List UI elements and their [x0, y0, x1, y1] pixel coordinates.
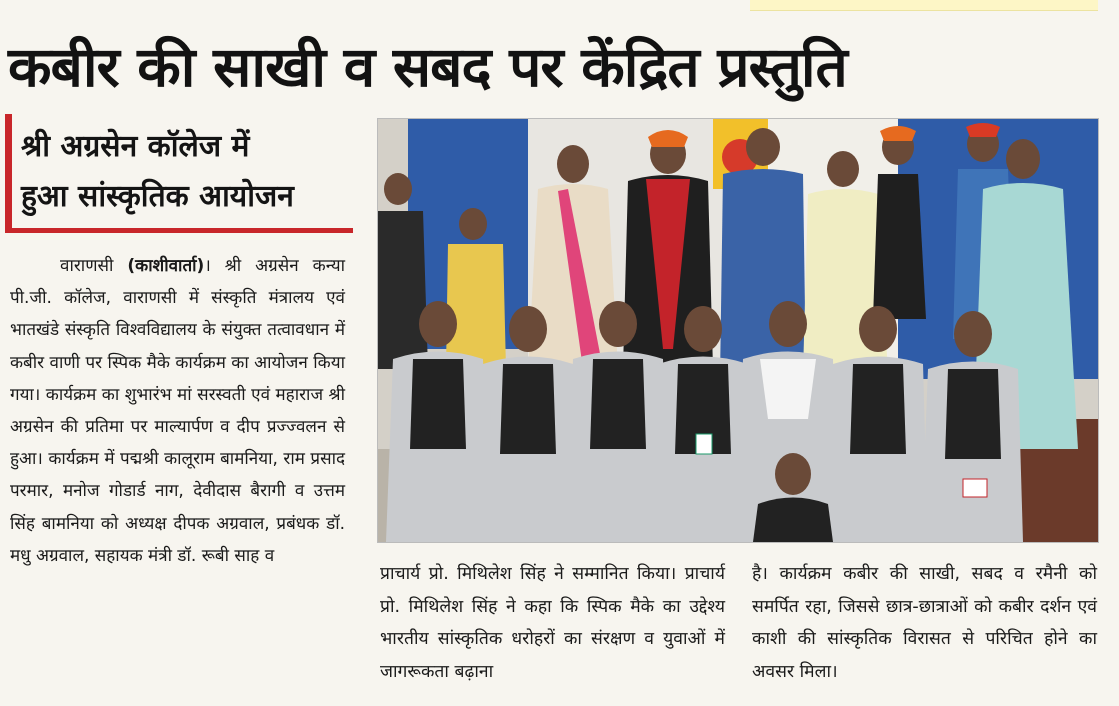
- column-1-body: । श्री अग्रसेन कन्या पी.जी. कॉलेज, वाराणसी में संस्कृति मंत्रालय एवं भातखंडे संस्कृति विश्वविद्यालय के संयुक्त तत्वावधान में कबीर वाणी पर स्पिक मैके कार्यक्रम का आयोजन किया गया। कार्यक्रम का शुभारंभ मां सरस्वती एवं महाराज श्री अग्रसेन की प्रतिमा पर माल्यार्पण व दीप प्रज्ज्वलन से हुआ। कार्यक्रम में पद्मश्री कालूराम बामनिया, राम प्रसाद परमार, मनोज गोडार्ड नाग, देवीदास बैरागी व उत्तम सिंह बामनिया को अध्यक्ष दीपक अग्रवाल, प्रबंधक डॉ. मधु अग्रवाल, सहायक मंत्री डॉ. रूबी साह व: [10, 256, 346, 566]
- column-3-paragraph: है। कार्यक्रम कबीर की साखी, सबद व रमैनी को समर्पित रहा, जिससे छात्र-छात्राओं को कबीर दर्शन एवं काशी की सांस्कृतिक विरासत से परिचित होने का अवसर मिला।: [752, 564, 1097, 682]
- dateline-place: वाराणसी: [60, 256, 114, 276]
- column-2-paragraph: प्राचार्य प्रो. मिथिलेश सिंह ने सम्मानित किया। प्राचार्य प्रो. मिथिलेश सिंह ने कहा कि स्पिक मैके का उद्देश्य भारतीय सांस्कृतिक धरोहरों का संरक्षण व युवाओं में जागरूकता बढ़ाना: [380, 564, 725, 682]
- article-column-2: [380, 558, 725, 688]
- group-photo-illustration: [378, 119, 1098, 542]
- subheadline-red-bar: [5, 114, 12, 232]
- headline: कबीर की साखी व सबद पर केंद्रित प्रस्तुति: [8, 35, 847, 99]
- news-photo: [377, 118, 1099, 543]
- dateline-source: (काशीवार्ता): [127, 256, 205, 276]
- column-1-paragraph: [10, 250, 345, 572]
- subheadline-line-2: हुआ सांस्कृतिक आयोजन: [21, 179, 294, 214]
- subheadline-box: [5, 114, 353, 234]
- top-strip: [0, 0, 1119, 14]
- subheadline-red-underline: [5, 228, 353, 233]
- article-column-3: [752, 558, 1097, 688]
- subheadline-line-1: श्री अग्रसेन कॉलेज में: [21, 129, 250, 164]
- top-highlight-box: [750, 0, 1098, 11]
- article-column-1: [10, 250, 345, 572]
